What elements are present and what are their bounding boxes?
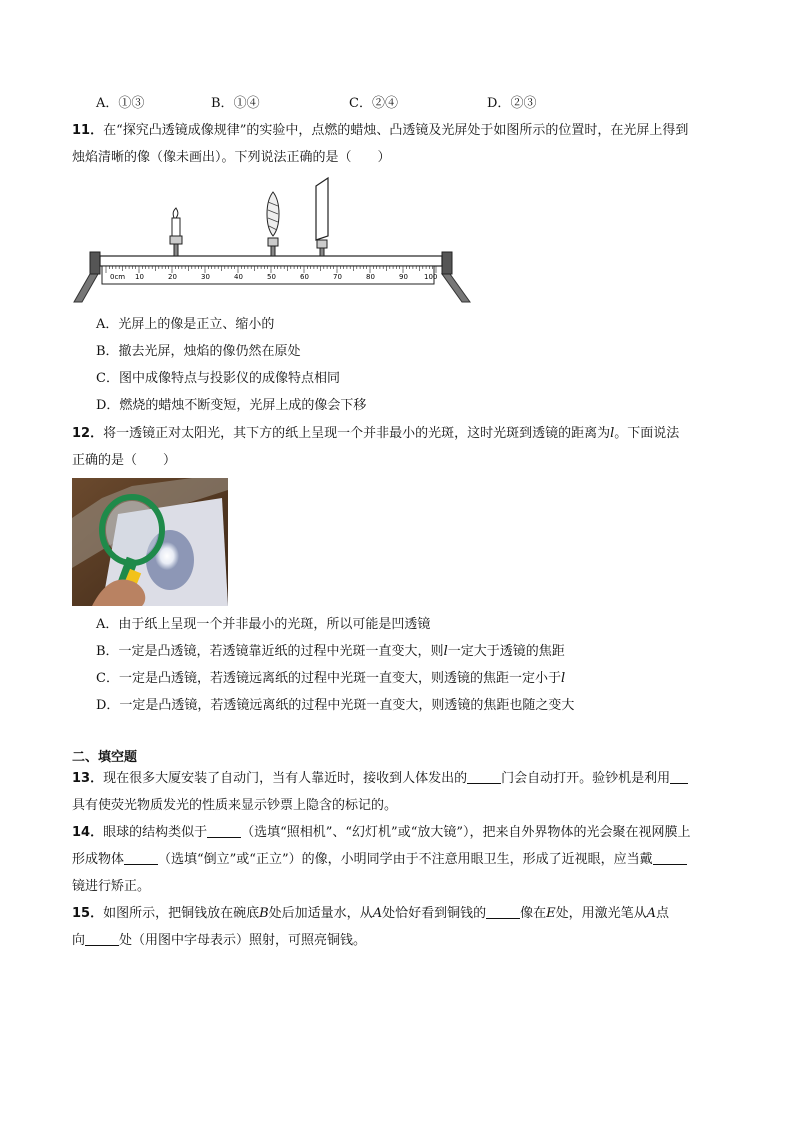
option-text: A．由于纸上呈现一个并非最小的光斑，所以可能是凹透镜 [96, 617, 431, 632]
question-text: 烛焰清晰的像（像未画出）。下列说法正确的是（ ） [72, 150, 391, 165]
q14-line1 [72, 823, 691, 843]
option-text: ①③ [118, 96, 145, 111]
question-text: 点 [656, 906, 670, 921]
prev-option-b [211, 94, 260, 114]
q15-line2 [72, 931, 366, 951]
question-number: 11． [72, 123, 104, 138]
question-text: 具有使荧光物质发光的性质来显示钞票上隐含的标记的。 [72, 798, 398, 813]
q12-option-c [96, 669, 565, 689]
answer-blank[interactable] [670, 769, 688, 784]
bench-left-leg [74, 274, 98, 302]
answer-blank[interactable] [467, 769, 501, 784]
point-a: A [646, 906, 657, 921]
q11-option-a: A．光屏上的像是正立、缩小的 [96, 317, 275, 332]
question-text: 将一透镜正对太阳光，其下方的纸上呈现一个并非最小的光斑，这时光斑到透镜的距离为 [103, 426, 611, 441]
question-text: 处（用图中字母表示）照射，可照亮铜钱。 [119, 933, 367, 948]
ruler-label: 70 [333, 273, 342, 281]
question-text: 形成物体 [72, 852, 125, 867]
option-text: ②③ [510, 96, 537, 111]
q13-line2 [72, 796, 397, 816]
point-a: A [372, 906, 383, 921]
question-text: 如图所示，把铜钱放在碗底 [103, 906, 260, 921]
prev-option-d [487, 94, 536, 114]
bench-right-leg [442, 274, 470, 302]
option-text: D．一定是凸透镜，若透镜远离纸的过程中光斑一直变大，则透镜的焦距也随之变大 [96, 698, 575, 713]
q11-stem-line1 [72, 121, 688, 141]
magnifier-photo [72, 478, 228, 606]
q11-option-d: D．燃烧的蜡烛不断变短，光屏上成的像会下移 [96, 398, 367, 413]
question-text: 向 [72, 933, 86, 948]
candle [170, 208, 182, 256]
question-text: （选填“倒立”或“正立”）的像，小明同学由于不注意用眼卫生，形成了近视眼，应当戴 [158, 852, 653, 867]
q12-option-b [96, 642, 565, 662]
question-text: （选填“照相机”、“幻灯机”或“放大镜”），把来自外界物体的光会聚在视网膜上 [241, 825, 691, 840]
convex-lens [267, 192, 279, 256]
question-text: 处，用激光笔从 [555, 906, 647, 921]
ruler-label: 30 [201, 273, 210, 281]
answer-blank[interactable] [486, 904, 520, 919]
point-e: E [546, 906, 556, 921]
option-text: ①④ [233, 96, 260, 111]
point-b: B [259, 906, 269, 921]
question-text: 在“探究凸透镜成像规律”的实验中，点燃的蜡烛、凸透镜及光屏处于如图所示的位置时，在光屏上得到 [103, 123, 689, 138]
question-text: 镜进行矫正。 [72, 879, 151, 894]
option-text: ②④ [371, 96, 398, 111]
question-number: 13． [72, 771, 104, 786]
question-text: 眼球的结构类似于 [103, 825, 208, 840]
bench-left-end [90, 252, 100, 274]
answer-blank[interactable] [207, 823, 241, 838]
q13-line1 [72, 769, 688, 789]
ruler-label: 10 [135, 273, 144, 281]
variable-l: l [443, 644, 448, 659]
ruler-label: 0cm [110, 273, 126, 281]
q11-option-b: B．撤去光屏，烛焰的像仍然在原处 [96, 344, 301, 359]
answer-blank[interactable] [85, 931, 119, 946]
ruler-label: 90 [399, 273, 408, 281]
q12-option-d [96, 696, 574, 716]
bench-right-end [442, 252, 452, 274]
question-text: 正确的是（ ） [72, 453, 177, 468]
q14-line3 [72, 877, 150, 897]
prev-option-a [96, 94, 144, 114]
ruler-label: 40 [234, 273, 243, 281]
ruler-label: 50 [267, 273, 276, 281]
ruler-label: 60 [300, 273, 309, 281]
section-heading: 二、填空题 [72, 750, 138, 765]
variable-l: l [560, 671, 566, 686]
ruler-label: 80 [366, 273, 375, 281]
question-text: 像在 [520, 906, 547, 921]
option-letter: A． [96, 96, 119, 111]
question-text: 门会自动打开。验钞机是利用 [501, 771, 671, 786]
q15-line1 [72, 904, 669, 924]
variable-l: l [610, 426, 615, 441]
option-text: B．一定是凸透镜，若透镜靠近纸的过程中光斑一直变大，则 [96, 644, 444, 659]
q12-option-a [96, 615, 430, 635]
option-text: 一定大于透镜的焦距 [447, 644, 565, 659]
option-text: C．一定是凸透镜，若透镜远离纸的过程中光斑一直变大，则透镜的焦距一定小于 [96, 671, 561, 686]
optical-bench-figure [72, 176, 472, 304]
q12-stem-line2 [72, 451, 176, 471]
question-number: 12． [72, 426, 104, 441]
q11-option-c: C．图中成像特点与投影仪的成像特点相同 [96, 371, 340, 386]
question-text: 。下面说法 [614, 426, 680, 441]
question-number: 15． [72, 906, 104, 921]
option-letter: C． [349, 96, 372, 111]
question-text: 处后加适量水，从 [268, 906, 373, 921]
light-screen [316, 178, 328, 256]
q14-line2 [72, 850, 687, 870]
answer-blank[interactable] [653, 850, 687, 865]
prev-option-c [349, 94, 398, 114]
bench-rail [100, 256, 442, 266]
option-letter: D． [487, 96, 511, 111]
answer-blank[interactable] [124, 850, 158, 865]
question-number: 14． [72, 825, 104, 840]
q11-stem-line2 [72, 148, 391, 168]
ruler-label: 100 [424, 273, 438, 281]
question-text: 现在很多大厦安装了自动门，当有人靠近时，接收到人体发出的 [103, 771, 468, 786]
q12-stem-line1 [72, 424, 679, 444]
question-text: 处恰好看到铜钱的 [382, 906, 487, 921]
ruler-label: 20 [168, 273, 177, 281]
option-letter: B． [211, 96, 234, 111]
